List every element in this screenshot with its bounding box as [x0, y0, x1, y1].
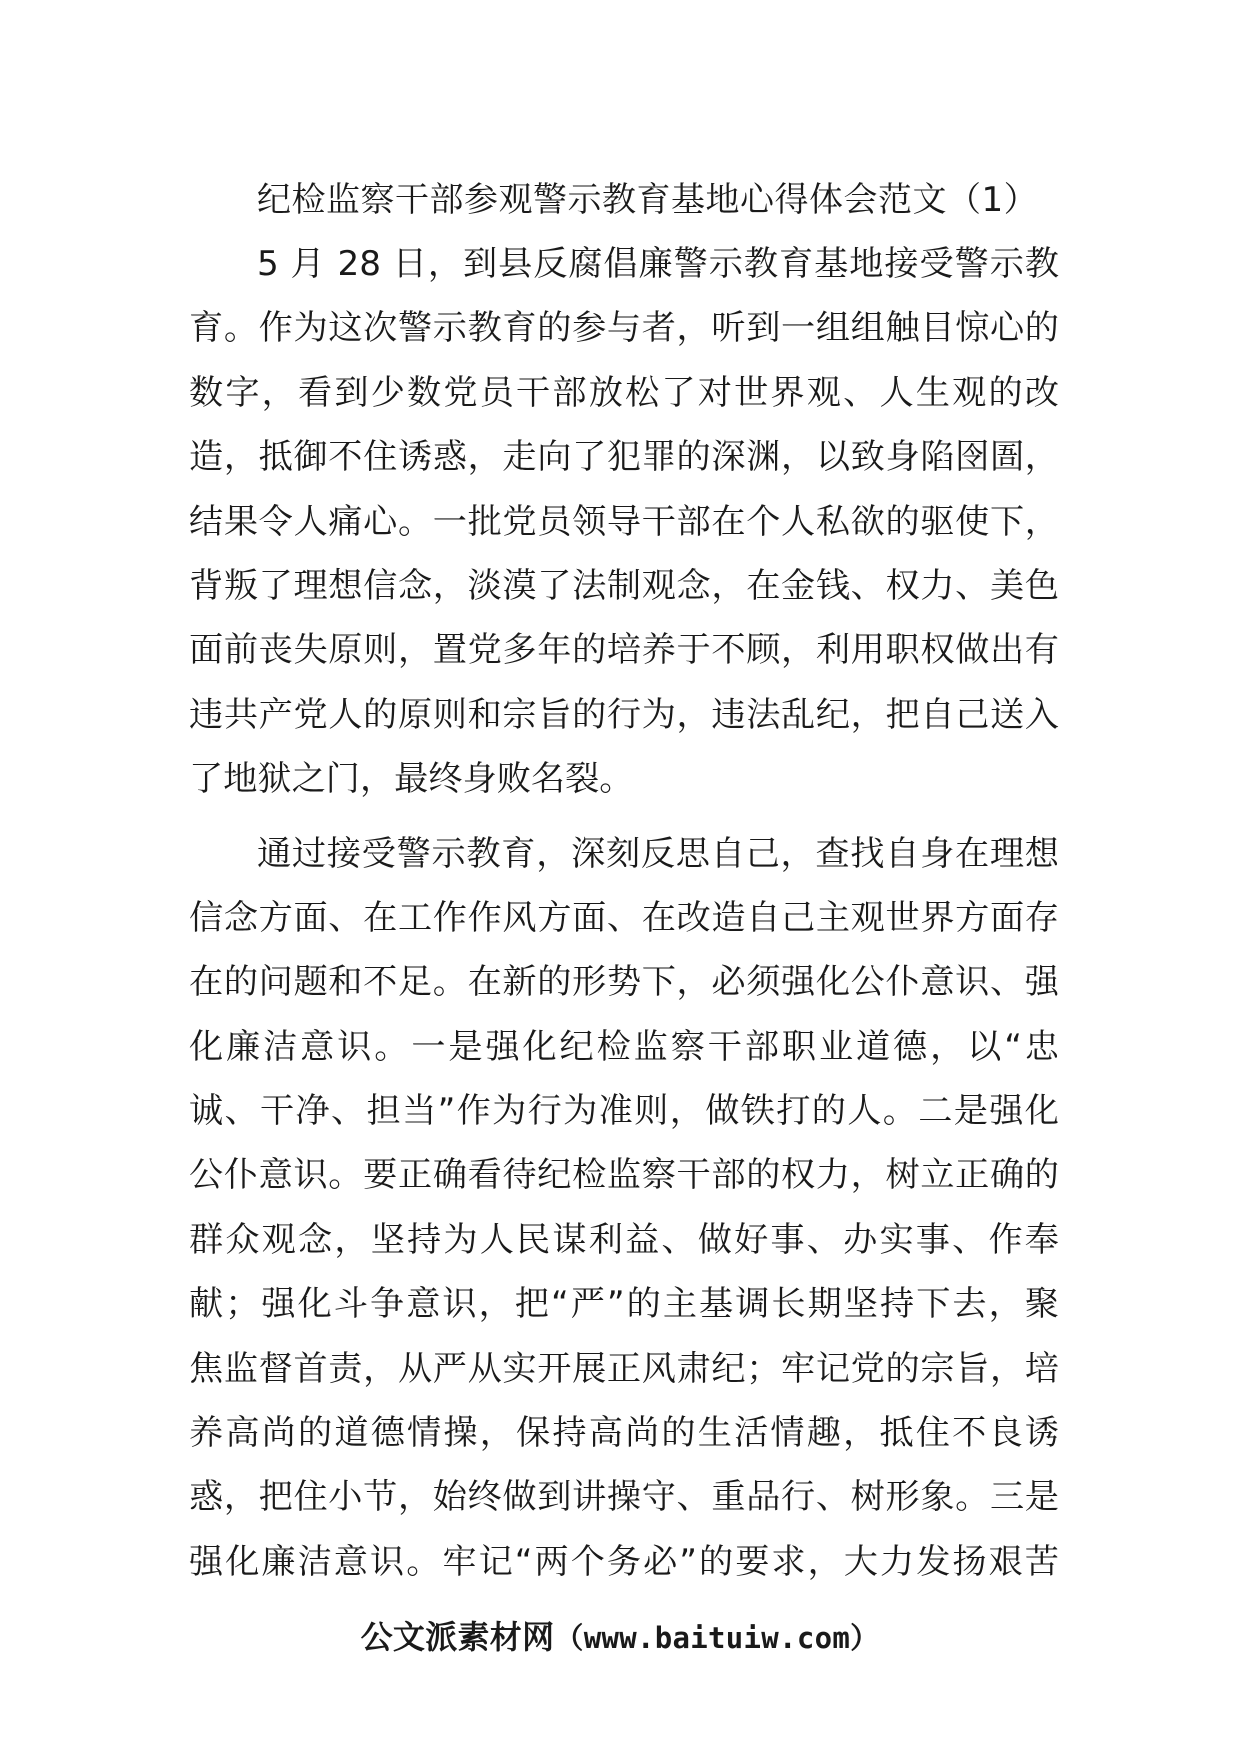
paragraph-line: 焦监督首责，从严从实开展正风肃纪；牢记党的宗旨，培	[189, 1348, 1059, 1389]
paragraph-line: 群众观念，坚持为人民谋利益、做好事、办实事、作奉	[189, 1219, 1059, 1260]
paragraph-line: 公仆意识。要正确看待纪检监察干部的权力，树立正确的	[189, 1155, 1059, 1196]
paragraph-line: 化廉洁意识。一是强化纪检监察干部职业道德，以“忠	[189, 1026, 1059, 1067]
paragraph-line: 在的问题和不足。在新的形势下，必须强化公仆意识、强	[189, 962, 1059, 1003]
paragraph-line: 数字，看到少数党员干部放松了对世界观、人生观的改	[189, 372, 1059, 413]
paragraph-line: 惑，把住小节，始终做到讲操守、重品行、树形象。三是	[189, 1477, 1059, 1518]
paragraph-line: 献；强化斗争意识，把“严”的主基调长期坚持下去，聚	[189, 1284, 1059, 1325]
paragraph-line: 面前丧失原则，置党多年的培养于不顾，利用职权做出有	[189, 630, 1059, 671]
paragraph-spacer	[189, 812, 1059, 822]
paragraph-line: 造，抵御不住诱惑，走向了犯罪的深渊，以致身陷囹圄，	[189, 437, 1059, 478]
paragraph-line: 通过接受警示教育，深刻反思自己，查找自身在理想	[257, 833, 1059, 874]
paragraph-1	[189, 232, 1059, 812]
paragraph-line: 育。作为这次警示教育的参与者，听到一组组触目惊心的	[189, 308, 1059, 349]
paragraph-2	[189, 822, 1059, 1595]
footer-site-name: 公文派素材网	[360, 1618, 555, 1656]
paragraph-line: 强化廉洁意识。牢记“两个务必”的要求，大力发扬艰苦	[189, 1541, 1059, 1582]
paragraph-line: 5 月 28 日，到县反腐倡廉警示教育基地接受警示教	[257, 244, 1059, 284]
footer-url[interactable]: （www.baituiw.com）	[554, 1621, 880, 1655]
paragraph-line: 违共产党人的原则和宗旨的行为，违法乱纪，把自己送入	[189, 694, 1059, 735]
document-page	[189, 168, 1059, 1594]
paragraph-line: 诚、干净、担当”作为行为准则，做铁打的人。二是强化	[189, 1091, 1059, 1132]
paragraph-line: 信念方面、在工作作风方面、在改造自己主观世界方面存	[189, 897, 1059, 938]
document-title: 纪检监察干部参观警示教育基地心得体会范文（1）	[257, 180, 1039, 220]
paragraph-line: 背叛了理想信念，淡漠了法制观念，在金钱、权力、美色	[189, 565, 1059, 606]
paragraph-line: 养高尚的道德情操，保持高尚的生活情趣，抵住不良诱	[189, 1413, 1059, 1454]
paragraph-line: 结果令人痛心。一批党员领导干部在个人私欲的驱使下，	[189, 501, 1059, 542]
paragraph-line: 了地狱之门，最终身败名裂。	[189, 759, 634, 800]
page-footer	[0, 1612, 1240, 1658]
